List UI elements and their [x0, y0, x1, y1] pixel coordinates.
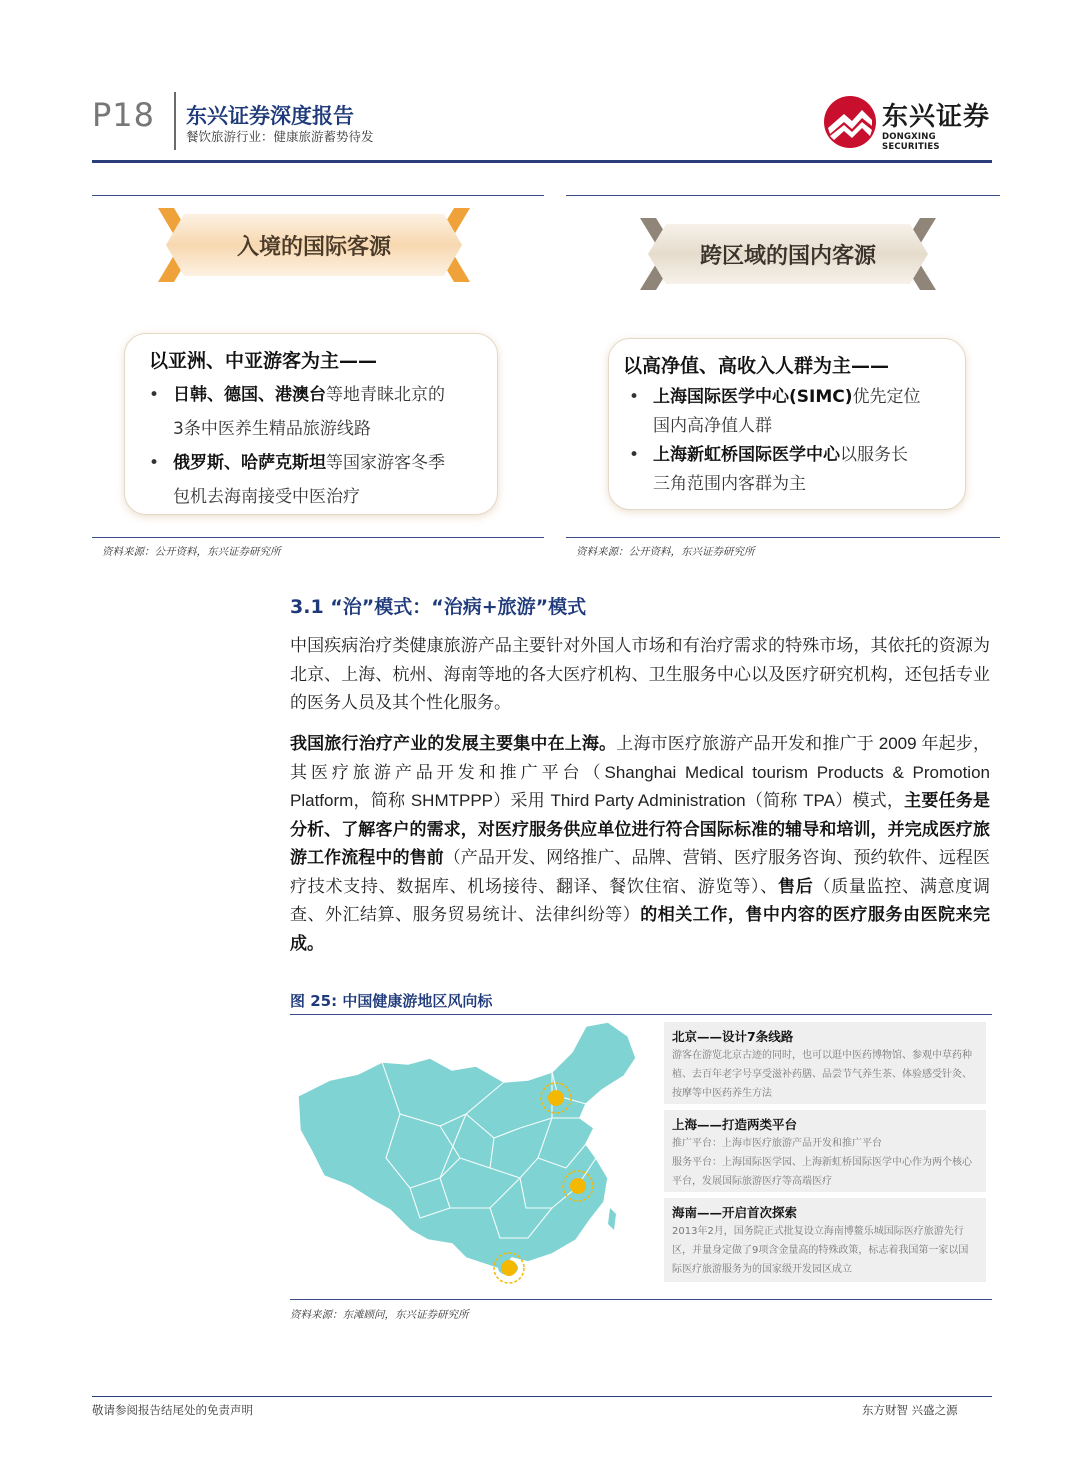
p2-text-5: （简称: [745, 791, 804, 811]
left-bullet-2-text: 等国家游客冬季: [326, 453, 445, 473]
shanghai-info-heading: 上海——打造两类平台: [672, 1117, 798, 1132]
footer-disclaimer: 敬请参阅报告结尾处的免责声明: [92, 1403, 253, 1417]
p2-text-4: ）采用: [493, 791, 551, 811]
p2-bold-3: 售后: [777, 876, 814, 897]
p2-text-3: ，简称: [353, 791, 411, 811]
right-figure-top-rule: [566, 195, 1000, 196]
right-bullet-2-line2: 三角范围内客群为主: [653, 474, 806, 494]
logo-text-en: DONGXING SECURITIES: [882, 132, 940, 152]
beijing-info-heading: 北京——设计7条线路: [672, 1029, 794, 1044]
hainan-info-box: [664, 1198, 986, 1282]
logo-emblem-icon: [822, 94, 878, 150]
beijing-info-box: [664, 1022, 986, 1104]
p2-en-2: SHMTPPP: [410, 791, 494, 810]
p2-text-8: （质量监控、满意度调查、外汇结算、服务贸易统计、法律纠纷等）: [290, 876, 991, 925]
right-ribbon: [640, 216, 936, 292]
bullet-dot-icon: •: [149, 385, 160, 405]
figure-25-title: 图 25: 中国健康游地区风向标: [290, 992, 493, 1010]
map-taiwan-shape: [608, 1208, 616, 1230]
paragraph-2: [290, 730, 990, 958]
p2-bold-2: 主要任务是分析、了解客户的需求，对医疗服务供应单位进行符合国际标准的辅导和培训，并完成医疗旅游工作流程中的售前: [290, 791, 990, 868]
bullet-dot-icon: •: [629, 387, 640, 407]
p2-text-6: ）模式，: [834, 791, 905, 811]
left-figure-source: 资料来源：公开资料，东兴证券研究所: [102, 546, 281, 558]
p2-bold-1: 我国旅行治疗产业的发展主要集中在上海。: [290, 734, 617, 754]
p2-en-3: Third Party Administration: [550, 791, 746, 810]
left-card-heading: 以亚洲、中亚游客为主——: [149, 350, 378, 372]
page-number: P18: [92, 96, 156, 134]
report-title: 东兴证券深度报告: [186, 104, 354, 128]
figure-25-bottom-rule: [290, 1299, 992, 1300]
left-ribbon: [158, 206, 470, 284]
hainan-info-text: 2013年2月，国务院正式批复设立海南博鳌乐城国际医疗旅游先行区，并量身定做了9项含金量高的特殊政策，标志着我国第一家以国际医疗旅游服务为的国家级开发园区成立: [672, 1226, 969, 1275]
left-figure-bottom-rule: [92, 537, 544, 538]
china-map: [290, 1018, 650, 1288]
left-info-card: [124, 333, 498, 515]
right-bullet-1-text: 优先定位: [852, 387, 921, 407]
right-bullet-1-bold: 上海国际医学中心(SIMC): [653, 387, 853, 407]
right-bullet-2-bold: 上海新虹桥国际医学中心: [653, 445, 840, 465]
right-info-card: [608, 338, 966, 510]
left-bullet-1: [149, 378, 493, 446]
right-bullet-1-line2: 国内高净值人群: [653, 416, 772, 436]
shanghai-info-text-2: 服务平台：上海国际医学园、上海新虹桥国际医学中心作为两个核心平台，发展国际旅游医疗等高端医疗: [672, 1157, 972, 1187]
footer-rule: [92, 1396, 992, 1397]
beijing-info-text: 游客在游览北京古迹的同时，也可以逛中医药博物馆、参观中草药种植、去百年老字号享受滋补药膳、品尝节气养生茶、体验感受针灸、按摩等中医药养生方法: [672, 1050, 972, 1099]
bullet-dot-icon: •: [149, 453, 160, 473]
paragraph-1: 中国疾病治疗类健康旅游产品主要针对外国人市场和有治疗需求的特殊市场，其依托的资源为北京、上海、杭州、海南等地的各大医疗机构、卫生服务中心以及医疗研究机构，还包括专业的医务人员及其个性化服务。: [290, 636, 990, 713]
header-rule: [92, 160, 992, 163]
company-logo: [822, 94, 992, 150]
bullet-dot-icon: •: [629, 445, 640, 465]
left-bullet-2: [149, 446, 493, 514]
logo-text-cn: 东兴证券: [882, 102, 991, 132]
left-bullet-1-text: 等地青睐北京的: [326, 385, 445, 405]
right-figure-source: 资料来源：公开资料，东兴证券研究所: [576, 546, 755, 558]
p2-en-1: Shanghai Medical tourism Products & Promotion Platform: [290, 762, 990, 810]
shanghai-info-box: [664, 1110, 986, 1192]
p2-text-1: 上海市医疗旅游产品开发和推广于: [616, 734, 874, 754]
left-bullet-2-line2: 包机去海南接受中医治疗: [173, 487, 360, 507]
footer-slogan: 东方财智 兴盛之源: [862, 1403, 958, 1417]
right-ribbon-label: 跨区域的国内客源: [699, 243, 876, 269]
figure-25-source: 资料来源：东滩顾问，东兴证券研究所: [290, 1309, 469, 1321]
right-card-heading: 以高净值、高收入人群为主——: [623, 355, 890, 377]
right-figure-bottom-rule: [566, 537, 1000, 538]
right-bullet-1: [629, 383, 963, 441]
left-ribbon-label: 入境的国际客源: [236, 234, 391, 260]
right-bullet-2: [629, 441, 963, 499]
p2-text-7: （产品开发、网络推广、品牌、营销、医疗服务咨询、预约软件、远程医疗技术支持、数据库、机场接待、翻译、餐饮住宿、游览等）、: [290, 848, 991, 897]
p2-text-2: 年起步，其医疗旅游产品开发和推广平台（: [290, 734, 991, 783]
shanghai-info-text-1: 推广平台：上海市医疗旅游产品开发和推广平台: [672, 1138, 882, 1149]
left-figure-top-rule: [92, 195, 544, 196]
figure-25-top-rule: [290, 1014, 992, 1015]
p2-bold-4: 的相关工作，售中内容的医疗服务由医院来完成。: [290, 905, 991, 954]
right-bullet-2-text: 以服务长: [840, 445, 908, 465]
left-bullet-1-line2: 3条中医养生精品旅游线路: [173, 419, 371, 439]
p2-year: 2009: [873, 734, 922, 753]
p2-en-4: TPA: [803, 791, 835, 810]
hainan-info-heading: 海南——开启首次探索: [672, 1205, 798, 1220]
section-title: 3.1 “治”模式：“治病+旅游”模式: [290, 596, 587, 618]
header-divider: [174, 92, 176, 150]
left-bullet-1-bold: 日韩、德国、港澳台: [173, 385, 326, 405]
report-subtitle: 餐饮旅游行业：健康旅游蓄势待发: [186, 129, 374, 144]
left-bullet-2-bold: 俄罗斯、哈萨克斯坦: [173, 453, 326, 473]
map-mainland-shape: [298, 1022, 636, 1270]
